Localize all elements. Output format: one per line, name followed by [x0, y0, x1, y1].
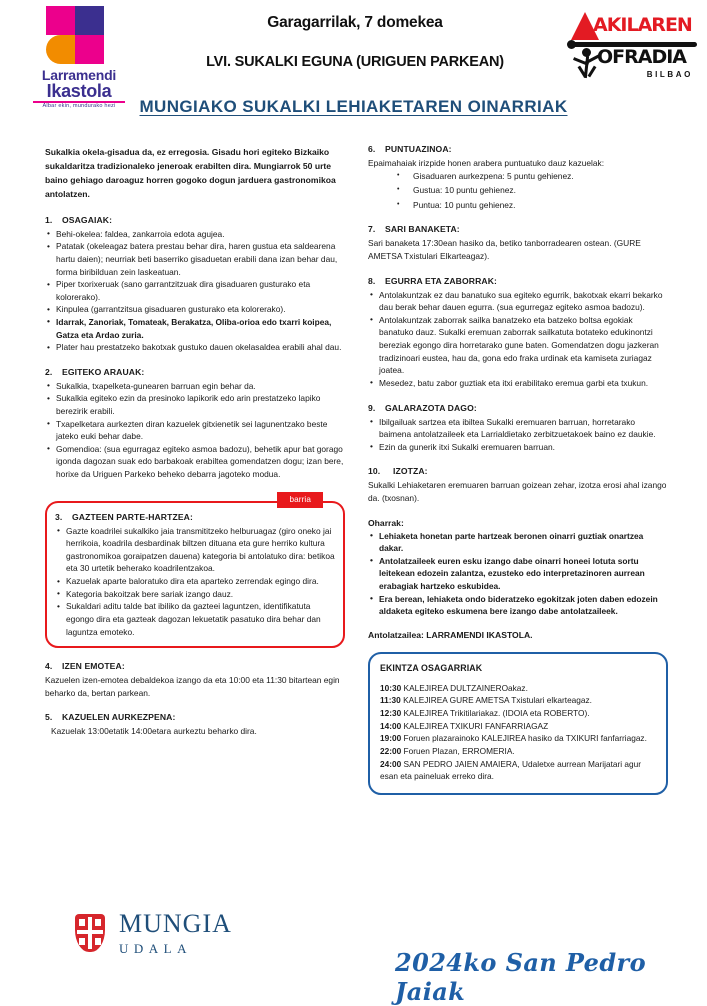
- oharrak-title: Oharrak:: [368, 517, 404, 528]
- section-3-list: [55, 525, 335, 638]
- list-item: [380, 732, 656, 745]
- mungia-wordmark: [119, 911, 232, 955]
- section-8-list: [368, 289, 668, 390]
- list-item: • Kategoria bakoitzak bere sariak izango dauz.: [55, 588, 335, 601]
- section-5-body: Kazuelak 13:00etatik 14:00etara aurkeztu beharko dira.: [51, 726, 257, 737]
- schedule-text: Foruen plazarainoko KALEJIREA hasiko da TXIKURI fanfarriagaz.: [401, 733, 647, 744]
- mungia-name: MUNGIA: [119, 909, 232, 938]
- list-item: • Gomendioa: (sua egurragaz egiteko asmoa badozu), behetik apur bat gorago igonda dagozan suak edo barbakoak erabiltea gomendatzen dogu; izan bere, horixe da Uriguen Parkeko beheko debarra jagoteko modua.: [45, 443, 345, 481]
- section-8-title: 8. EGURRA ETA ZABORRAK:: [368, 275, 497, 286]
- section-3-title: 3. GAZTEEN PARTE-HARTZEA:: [55, 511, 193, 522]
- section-9-number: 9.: [368, 402, 376, 413]
- logo-square-pink2-icon: [75, 35, 104, 64]
- status-badge: barria: [277, 492, 323, 508]
- list-item: [380, 707, 656, 720]
- section-7-body: Sari banaketa 17:30ean hasiko da, betiko tanborradearen ostean. (GURE AMETSA Txistulari Elkarteagaz).: [368, 238, 641, 262]
- ofradia-city: BILBAO: [646, 70, 693, 79]
- list-item: [380, 758, 656, 783]
- logo-tagline: Albar ekin, mundurako hezi: [42, 103, 116, 109]
- section-8-number: 8.: [368, 275, 376, 286]
- logo-quarter-orange-icon: [46, 35, 75, 64]
- poster-footer: [0, 900, 707, 1006]
- section-izotza: [368, 466, 668, 504]
- intro-paragraph: Sukalkia okela-gisadua da, ez erregosia. Gisadu hori egiteko Bizkaiko sukaldaritza tradizionaleko jeneroak erabilten dira. Mungiarrok 50 urte baino gehiago daroaguz horren gogoko dogun jarduera gastronomikoa antolatzen.: [45, 147, 336, 199]
- schedule-text: SAN PEDRO JAIEN AMAIERA, Udaletxe aurrean Marijatari agur esan eta paineluak erreko dira.: [380, 758, 642, 782]
- walking-person-icon: [573, 48, 599, 78]
- section-6-lead: Epaimahaiak irizpide honen arabera puntuatuko dauz kazuelak:: [368, 158, 605, 168]
- schedule-time: 22:00: [380, 745, 402, 756]
- section-4-body: Kazuelen izen-emotea debaldekoa izango da eta 10:00 eta 11:30 bitartean egin beharko da, bertan parkean.: [45, 675, 340, 698]
- section-1-number: 1.: [45, 214, 53, 225]
- list-item: • Plater hau prestatzeko bakotxak gustuko dauen okelasaldea erabili ahal dau.: [45, 341, 345, 354]
- extra-activities-box: [368, 652, 668, 795]
- list-item: • Sukaldari aditu talde bat ibiliko da gazteei laguntzen, identifikatuta egongo dira eta gazteak dagozan lekuetatik pasatuko dira behar dan laguntza emoteko.: [55, 600, 335, 638]
- section-kazuelen-aurkezpena: [45, 712, 345, 738]
- section-5-number: 5.: [45, 712, 53, 723]
- logo-name-line2: Ikastola: [46, 81, 112, 101]
- logo-square-purple-icon: [75, 6, 104, 35]
- section-10-number: 10.: [368, 466, 381, 477]
- list-item: • Ibilgailuak sartzea eta ibiltea Sukalki eremuaren barruan, horretarako baimena antolatzaileek eta Larrialdietako zerbitzuetakoek baino ez daukie.: [368, 416, 668, 441]
- section-7-number: 7.: [368, 224, 376, 235]
- schedule-text: KALEJIREA GURE AMETSA Txistulari elkarteagaz.: [400, 695, 592, 706]
- list-item: • Mesedez, batu zabor guztiak eta itxi erabilitako eremua garbi eta txukun.: [368, 377, 668, 390]
- list-item: • Txapelketara aurkezten diran kazuelek gitxienetik sei lagunentzako beste jateko euki behar dabe.: [45, 418, 345, 443]
- left-column: [45, 140, 345, 738]
- schedule-time: 12:30: [380, 708, 402, 719]
- list-item: • Era berean, lehiaketa ondo bideratzeko egokitzak joten daben edozein aldaketa egiteko eskumena bere izango dabe antolatzaileek.: [368, 593, 668, 618]
- list-item: [380, 694, 656, 707]
- list-item: • Antolatzaileek euren esku izango dabe oinarri honeei lotuta sortu leitekean edozein zalantza, ezusteko edo interpretazinoren aurrean erabagiak hartzeko eskubidea.: [368, 555, 668, 593]
- list-item: • Lehiaketa honetan parte hartzeak beronen oinarri guztiak onartzea dakar.: [368, 530, 668, 555]
- list-item: • Puntua: 10 puntu gehienez.: [368, 199, 668, 212]
- list-item: • Piper txorixeruak (sano garrantzitzuak dira gisaduaren gusturako eta kolorerako).: [45, 278, 345, 303]
- schedule-text: Foruen Plazan, ERROMERIA.: [401, 745, 515, 756]
- right-column: [368, 140, 668, 795]
- schedule-text: KALEJIREA DULTZAINEROakaz.: [401, 682, 528, 693]
- section-egurra-eta-zaborrak: [368, 276, 668, 390]
- ofradia-word-makilaren: AKILAREN: [593, 14, 692, 36]
- section-10-title: 10. IZOTZA:: [368, 466, 428, 477]
- section-2-title: 2. EGITEKO ARAUAK:: [45, 366, 145, 377]
- section-6-number: 6.: [368, 144, 376, 154]
- section-sari-banaketa: [368, 224, 668, 262]
- logo-square-pink-icon: [46, 6, 75, 35]
- extra-activities-title: EKINTZA OSAGARRIAK: [380, 662, 483, 673]
- ofradia-bottom-row: [567, 48, 699, 84]
- section-izen-emotea: [45, 661, 345, 699]
- oharrak-list: [368, 530, 668, 618]
- list-item: • Gazte koadrilei sukalkiko jaia transmititzeko helburuagaz (giro oneko jai herrikoia, koadrila desbardinak biltzen dituana eta gure herriko kultura gastronomikoa goraipatzen dauena) kategoria bi antolatuko dira: betikoa eta 30 urtetik beherako koadrilentzakoa.: [55, 525, 335, 575]
- section-1-list: [45, 228, 345, 354]
- section-puntuazinoa: [368, 144, 668, 211]
- list-item: • Antolakuntzak zaborrak sailka banatzeko eta batzeko boltsa egokiak banatuko dauz. Sukalki eremuan zaborrak sailkatuta botateko edukinontzi bereziak egongo dira horretarako gune baten. Gomendatzen dogu jazkeran tradizinoari eustea, hau da, gona edo fraka urdinak eta kamiseta zuriagaz joatea.: [368, 314, 668, 377]
- event-name: LVI. SUKALKI EGUNA (URIGUEN PARKEAN): [206, 54, 504, 70]
- header-title-block: [150, 14, 560, 70]
- poster-header: [0, 0, 707, 128]
- list-item: • Patatak (okeleagaz batera prestau behar dira, haren gustua eta saldearena hartu daien); neurriak beti baserriko gisaduetan erabili dana izan behar dau, forma biribilduan zein laskeatuan.: [45, 240, 345, 278]
- section-10-body: Sukalki Lehiaketaren eremuaren barruan goizean zehar, izotza erosi ahal izango da. (txosnan).: [368, 480, 667, 503]
- festival-script-text: 2024ko San Pedro Jaiak: [395, 948, 646, 1006]
- ofradia-top-row: [567, 10, 699, 44]
- schedule-list: [380, 682, 656, 783]
- list-item: • Kazuelak aparte baloratuko dira eta aparteko zerrendak egingo dira.: [55, 575, 335, 588]
- list-item: [380, 720, 656, 733]
- section-9-list: [368, 416, 668, 454]
- section-2-number: 2.: [45, 366, 53, 377]
- logo-name-line1: Larramendi: [41, 67, 117, 83]
- makilaren-ofradia-logo: [567, 10, 699, 88]
- larramendi-ikastola-logo: [20, 6, 138, 110]
- list-item: • Antolakuntzak ez dau banatuko sua egiteko egurrik, bakotxak ekarri bekarko dau berak behar dauen egurra. (sua egurregaz egiteko asmoa badozu).: [368, 289, 668, 314]
- list-item: • Sukalkia, txapelketa-gunearen barruan egin behar da.: [45, 380, 345, 393]
- section-egiteko-arauak: [45, 367, 345, 481]
- page-title: [0, 97, 707, 117]
- larramendi-logo-mark: [46, 6, 104, 64]
- section-oharrak: [368, 518, 668, 618]
- section-galarazota-dago: [368, 403, 668, 454]
- section-9-title: 9. GALARAZOTA DAGO:: [368, 402, 477, 413]
- section-7-title: 7. SARI BANAKETA:: [368, 224, 460, 235]
- section-gazteen-parte-hartzea-box: [45, 494, 345, 648]
- section-osagaiak: [45, 215, 345, 354]
- schedule-time: 14:00: [380, 720, 402, 731]
- list-item: • Idarrak, Zanoriak, Tomateak, Berakatza, Oliba-orioa edo txarri koipea, Gatza eta Ardao zuria.: [45, 316, 345, 341]
- section-3-number: 3.: [55, 511, 63, 522]
- content-columns: [0, 140, 707, 900]
- udala-name: UDALA: [119, 941, 192, 956]
- mungia-shield-icon: [75, 914, 105, 952]
- mungia-udala-logo: [75, 911, 232, 955]
- section-4-number: 4.: [45, 661, 53, 672]
- page-title-text: MUNGIAKO SUKALKI LEHIAKETAREN OINARRIAK: [139, 97, 568, 116]
- schedule-time: 19:00: [380, 733, 402, 744]
- section-6-title: 6. PUNTUAZINOA:: [368, 144, 452, 154]
- section-4-title: 4. IZEN EMOTEA:: [45, 661, 125, 672]
- schedule-text: KALEJIREA Trikitilariakaz. (IDOIA eta ROBERTO).: [401, 708, 590, 719]
- list-item: • Behi-okelea: faldea, zankarroia edota agujea.: [45, 228, 345, 241]
- section-5-title: 5. KAZUELEN AURKEZPENA:: [45, 712, 176, 723]
- list-item: • Ezin da gunerik itxi Sukalki eremuaren barruan.: [368, 441, 668, 454]
- list-item: • Gustua: 10 puntu gehienez.: [368, 184, 668, 197]
- organizer-line: Antolatzailea: LARRAMENDI IKASTOLA.: [368, 629, 533, 640]
- schedule-time: 10:30: [380, 682, 402, 693]
- list-item: • Kinpulea (garrantzitsua gisaduaren gusturako eta kolorerako).: [45, 303, 345, 316]
- event-date: Garagarrilak, 7 domekea: [267, 14, 443, 31]
- list-item: [380, 682, 656, 695]
- list-item: • Gisaduaren aurkezpena: 5 puntu gehienez.: [368, 170, 668, 183]
- section-6-list: [368, 170, 668, 212]
- section-1-title: 1. OSAGAIAK:: [45, 214, 113, 225]
- schedule-time: 24:00: [380, 758, 402, 769]
- schedule-time: 11:30: [380, 695, 401, 706]
- list-item: • Sukalkia egiteko ezin da presinoko lapikorik edo arin prestatzeko lapiko berezirik erabili.: [45, 392, 345, 417]
- section-2-list: [45, 380, 345, 481]
- schedule-text: KALEJIREA TXIKURI FANFARRIAGAZ: [401, 720, 549, 731]
- ofradia-word-ofradia: OFRADIA: [597, 46, 687, 68]
- list-item: [380, 745, 656, 758]
